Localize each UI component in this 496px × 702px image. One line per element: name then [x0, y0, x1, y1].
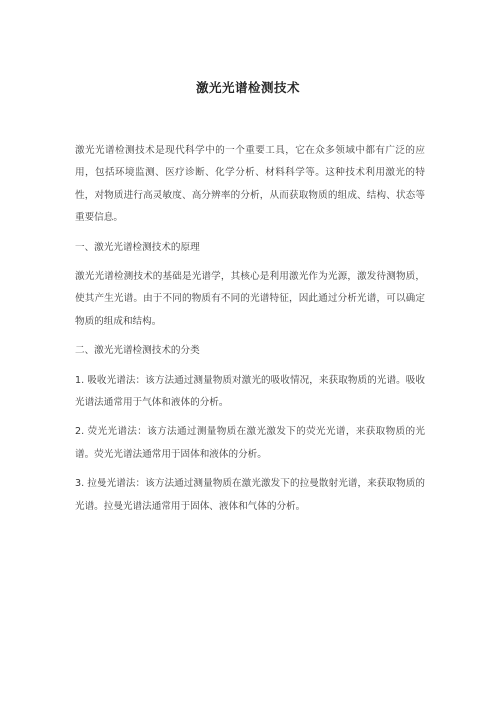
list-item-raman: 3. 拉曼光谱法：该方法通过测量物质在激光激发下的拉曼散射光谱，来获取物质的光谱。拉曼光谱法通常用于固体、液体和气体的分析。 — [75, 478, 425, 512]
document-body — [75, 140, 425, 525]
section-heading-classification: 二、激光光谱检测技术的分类 — [75, 345, 200, 357]
section-heading-principle: 一、激光光谱检测技术的原理 — [75, 241, 200, 253]
principle-paragraph: 激光光谱检测技术的基础是光谱学，其核心是利用激光作为光源，激发待测物质，使其产生光谱。由于不同的物质有不同的光谱特征，因此通过分析光谱，可以确定物质的组成和结构。 — [75, 271, 425, 327]
document-title: 激光光谱检测技术 — [195, 80, 300, 95]
list-item-absorption: 1. 吸收光谱法：该方法通过测量物质对激光的吸收情况，来获取物质的光谱。吸收光谱法通常用于气体和液体的分析。 — [75, 374, 425, 409]
intro-paragraph: 激光光谱检测技术是现代科学中的一个重要工具，它在众多领域中都有广泛的应用，包括环境监测、医疗诊断、化学分析、材料科学等。这种技术利用激光的特性，对物质进行高灵敏度、高分辨率的分析，从而获取物质的组成、结构、状态等重要信息。 — [75, 145, 425, 224]
list-item-fluorescence: 2. 荧光光谱法：该方法通过测量物质在激光激发下的荧光光谱，来获取物质的光谱。荧光光谱法通常用于固体和液体的分析。 — [75, 426, 425, 460]
